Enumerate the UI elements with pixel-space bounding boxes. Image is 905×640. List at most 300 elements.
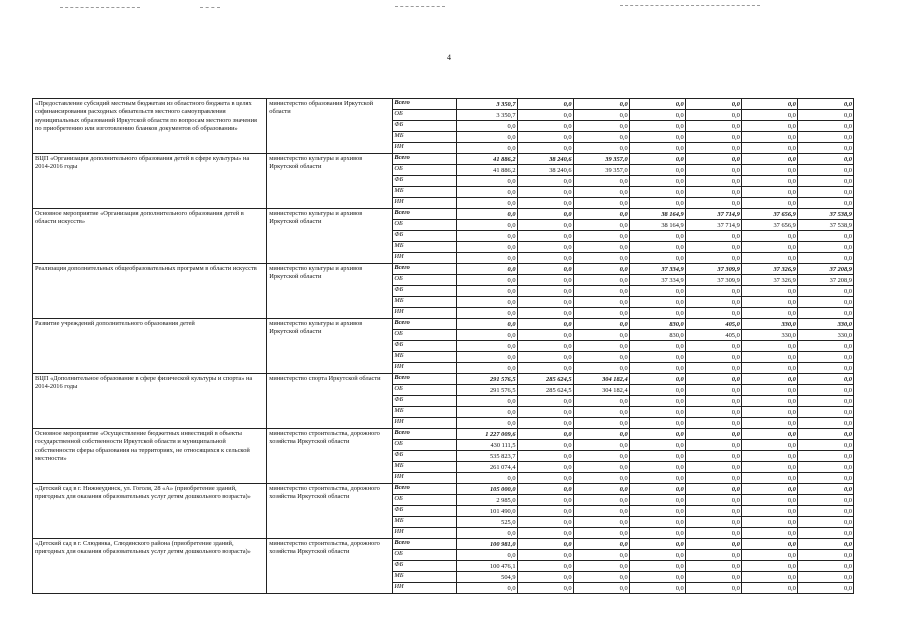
amount-cell: 0,0	[685, 396, 741, 407]
amount-cell: 0,0	[741, 308, 797, 319]
amount-cell: 0,0	[797, 506, 853, 517]
amount-cell: 0,0	[573, 473, 629, 484]
amount-cell: 0,0	[741, 440, 797, 451]
amount-cell: 0,0	[573, 429, 629, 440]
amount-cell: 0,0	[685, 242, 741, 253]
amount-cell: 0,0	[741, 286, 797, 297]
amount-cell: 0,0	[573, 561, 629, 572]
amount-cell: 830,0	[629, 330, 685, 341]
amount-cell: 0,0	[797, 396, 853, 407]
funding-source: ФБ	[393, 341, 457, 352]
funding-source: МБ	[393, 572, 457, 583]
amount-cell: 0,0	[741, 462, 797, 473]
amount-cell: 0,0	[517, 143, 573, 154]
responsible-executor: министерство спорта Иркутской области	[267, 374, 393, 429]
amount-cell: 0,0	[629, 572, 685, 583]
budget-table	[32, 98, 854, 594]
funding-source: МБ	[393, 242, 457, 253]
amount-cell: 0,0	[629, 374, 685, 385]
amount-cell: 0,0	[517, 506, 573, 517]
amount-cell: 0,0	[797, 473, 853, 484]
amount-cell: 39 357,0	[573, 165, 629, 176]
funding-source: ФБ	[393, 121, 457, 132]
amount-cell: 0,0	[573, 242, 629, 253]
amount-cell: 0,0	[573, 396, 629, 407]
amount-cell: 0,0	[573, 220, 629, 231]
amount-cell: 0,0	[457, 297, 517, 308]
measure-description: Основное мероприятие «Осуществление бюджетных инвестиций в объекты государственной собственности Иркутской области и муниципальной собственности сферы образования на территориях, не относящихся к сельской местности»	[33, 429, 267, 484]
amount-cell: 0,0	[741, 517, 797, 528]
amount-cell: 0,0	[685, 165, 741, 176]
amount-cell: 0,0	[573, 231, 629, 242]
funding-source: ФБ	[393, 451, 457, 462]
amount-cell: 38 164,9	[629, 209, 685, 220]
amount-cell: 0,0	[457, 176, 517, 187]
amount-cell: 0,0	[685, 297, 741, 308]
amount-cell: 0,0	[629, 429, 685, 440]
amount-cell: 0,0	[457, 363, 517, 374]
amount-cell: 0,0	[517, 231, 573, 242]
funding-source: ИИ	[393, 473, 457, 484]
amount-cell: 0,0	[573, 407, 629, 418]
amount-cell: 37 538,9	[797, 209, 853, 220]
amount-cell: 0,0	[797, 99, 853, 110]
amount-cell: 0,0	[741, 451, 797, 462]
amount-cell: 41 886,2	[457, 165, 517, 176]
amount-cell: 0,0	[797, 286, 853, 297]
amount-cell: 38 240,6	[517, 165, 573, 176]
amount-cell: 0,0	[573, 143, 629, 154]
amount-cell: 0,0	[573, 484, 629, 495]
funding-source: Всего	[393, 539, 457, 550]
measure-description: «Детский сад в г. Нижнеудинск, ул. Гоголя, 28 «А» (приобретение зданий, пригодных для оказания образовательных услуг детям дошкольного возраста)»	[33, 484, 267, 539]
amount-cell: 0,0	[573, 286, 629, 297]
funding-source: МБ	[393, 352, 457, 363]
amount-cell: 0,0	[741, 484, 797, 495]
responsible-executor: министерство строительства, дорожного хозяйства Иркутской области	[267, 539, 393, 594]
amount-cell: 0,0	[573, 264, 629, 275]
amount-cell: 0,0	[457, 473, 517, 484]
amount-cell: 0,0	[741, 418, 797, 429]
funding-source: ИИ	[393, 363, 457, 374]
amount-cell: 0,0	[517, 110, 573, 121]
amount-cell: 0,0	[685, 231, 741, 242]
responsible-executor: министерство культуры и архивов Иркутской области	[267, 319, 393, 374]
amount-cell: 0,0	[573, 506, 629, 517]
funding-source: ОБ	[393, 220, 457, 231]
amount-cell: 0,0	[457, 286, 517, 297]
amount-cell: 0,0	[517, 308, 573, 319]
amount-cell: 0,0	[685, 154, 741, 165]
amount-cell: 0,0	[685, 286, 741, 297]
amount-cell: 0,0	[457, 121, 517, 132]
amount-cell: 0,0	[517, 539, 573, 550]
amount-cell: 0,0	[685, 550, 741, 561]
amount-cell: 0,0	[517, 121, 573, 132]
amount-cell: 0,0	[685, 198, 741, 209]
amount-cell: 0,0	[573, 539, 629, 550]
amount-cell: 0,0	[797, 572, 853, 583]
amount-cell: 0,0	[573, 209, 629, 220]
amount-cell: 0,0	[629, 407, 685, 418]
funding-source: ОБ	[393, 110, 457, 121]
responsible-executor: министерство строительства, дорожного хозяйства Иркутской области	[267, 484, 393, 539]
amount-cell: 0,0	[685, 121, 741, 132]
amount-cell: 0,0	[629, 176, 685, 187]
funding-source: ИИ	[393, 418, 457, 429]
amount-cell: 0,0	[741, 385, 797, 396]
amount-cell: 37 538,9	[797, 220, 853, 231]
amount-cell: 0,0	[629, 297, 685, 308]
amount-cell: 37 208,9	[797, 264, 853, 275]
page-number: 4	[447, 53, 451, 62]
amount-cell: 0,0	[573, 451, 629, 462]
amount-cell: 0,0	[629, 341, 685, 352]
amount-cell: 0,0	[517, 132, 573, 143]
amount-cell: 0,0	[517, 319, 573, 330]
amount-cell: 0,0	[517, 275, 573, 286]
amount-cell: 0,0	[573, 495, 629, 506]
amount-cell: 105 000,0	[457, 484, 517, 495]
amount-cell: 504,9	[457, 572, 517, 583]
table-row	[33, 539, 854, 550]
amount-cell: 0,0	[797, 407, 853, 418]
amount-cell: 37 334,9	[629, 264, 685, 275]
amount-cell: 304 182,4	[573, 385, 629, 396]
amount-cell: 0,0	[741, 341, 797, 352]
amount-cell: 0,0	[629, 495, 685, 506]
funding-source: Всего	[393, 154, 457, 165]
amount-cell: 0,0	[741, 253, 797, 264]
amount-cell: 0,0	[629, 484, 685, 495]
amount-cell: 0,0	[741, 187, 797, 198]
measure-description: «Предоставление субсидий местным бюджетам из областного бюджета в целях софинансирования расходных обязательств местного самоуправления муниципальных образований Иркутской области по вопросам местного значения по приобретению или изготовлению бланков документов об образовании»	[33, 99, 267, 154]
amount-cell: 0,0	[685, 308, 741, 319]
amount-cell: 0,0	[797, 110, 853, 121]
amount-cell: 0,0	[457, 583, 517, 594]
amount-cell: 0,0	[797, 451, 853, 462]
amount-cell: 0,0	[517, 517, 573, 528]
funding-source: ОБ	[393, 550, 457, 561]
amount-cell: 0,0	[685, 253, 741, 264]
amount-cell: 0,0	[573, 330, 629, 341]
amount-cell: 0,0	[573, 341, 629, 352]
amount-cell: 0,0	[685, 374, 741, 385]
amount-cell: 0,0	[457, 407, 517, 418]
amount-cell: 0,0	[685, 462, 741, 473]
amount-cell: 0,0	[797, 297, 853, 308]
amount-cell: 0,0	[685, 385, 741, 396]
amount-cell: 0,0	[573, 462, 629, 473]
table-row	[33, 264, 854, 275]
amount-cell: 0,0	[797, 308, 853, 319]
amount-cell: 0,0	[573, 187, 629, 198]
amount-cell: 0,0	[573, 583, 629, 594]
amount-cell: 41 886,2	[457, 154, 517, 165]
amount-cell: 0,0	[457, 308, 517, 319]
amount-cell: 0,0	[457, 198, 517, 209]
responsible-executor: министерство культуры и архивов Иркутской области	[267, 264, 393, 319]
amount-cell: 39 357,0	[573, 154, 629, 165]
amount-cell: 0,0	[457, 132, 517, 143]
amount-cell: 0,0	[797, 583, 853, 594]
amount-cell: 0,0	[629, 143, 685, 154]
amount-cell: 0,0	[797, 165, 853, 176]
funding-source: ИИ	[393, 143, 457, 154]
amount-cell: 0,0	[629, 396, 685, 407]
amount-cell: 0,0	[741, 110, 797, 121]
amount-cell: 0,0	[685, 473, 741, 484]
amount-cell: 0,0	[629, 550, 685, 561]
amount-cell: 0,0	[685, 539, 741, 550]
amount-cell: 525,0	[457, 517, 517, 528]
amount-cell: 37 714,9	[685, 209, 741, 220]
amount-cell: 0,0	[573, 440, 629, 451]
amount-cell: 0,0	[517, 286, 573, 297]
amount-cell: 0,0	[741, 363, 797, 374]
amount-cell: 37 656,9	[741, 220, 797, 231]
amount-cell: 0,0	[741, 231, 797, 242]
amount-cell: 291 576,5	[457, 385, 517, 396]
amount-cell: 0,0	[741, 198, 797, 209]
amount-cell: 0,0	[741, 176, 797, 187]
amount-cell: 0,0	[685, 352, 741, 363]
amount-cell: 0,0	[517, 429, 573, 440]
amount-cell: 0,0	[629, 308, 685, 319]
amount-cell: 0,0	[517, 495, 573, 506]
funding-source: Всего	[393, 99, 457, 110]
amount-cell: 0,0	[517, 550, 573, 561]
funding-source: МБ	[393, 132, 457, 143]
amount-cell: 100 476,1	[457, 561, 517, 572]
amount-cell: 0,0	[517, 330, 573, 341]
funding-source: ИИ	[393, 308, 457, 319]
amount-cell: 0,0	[741, 143, 797, 154]
table-row	[33, 429, 854, 440]
amount-cell: 2 985,0	[457, 495, 517, 506]
amount-cell: 0,0	[741, 506, 797, 517]
measure-description: Развитие учреждений дополнительного образования детей	[33, 319, 267, 374]
responsible-executor: министерство строительства, дорожного хозяйства Иркутской области	[267, 429, 393, 484]
amount-cell: 0,0	[685, 429, 741, 440]
funding-source: МБ	[393, 297, 457, 308]
amount-cell: 0,0	[517, 561, 573, 572]
amount-cell: 0,0	[797, 462, 853, 473]
funding-source: ОБ	[393, 495, 457, 506]
amount-cell: 0,0	[629, 99, 685, 110]
amount-cell: 0,0	[629, 539, 685, 550]
funding-source: ИИ	[393, 253, 457, 264]
amount-cell: 0,0	[797, 418, 853, 429]
measure-description: Реализация дополнительных общеобразовательных программ в области искусств	[33, 264, 267, 319]
amount-cell: 0,0	[797, 242, 853, 253]
amount-cell: 0,0	[685, 440, 741, 451]
amount-cell: 0,0	[517, 187, 573, 198]
funding-source: ОБ	[393, 330, 457, 341]
amount-cell: 0,0	[517, 396, 573, 407]
amount-cell: 0,0	[629, 528, 685, 539]
amount-cell: 0,0	[573, 198, 629, 209]
amount-cell: 0,0	[629, 110, 685, 121]
funding-source: МБ	[393, 187, 457, 198]
amount-cell: 0,0	[457, 352, 517, 363]
amount-cell: 0,0	[629, 286, 685, 297]
amount-cell: 405,0	[685, 319, 741, 330]
amount-cell: 0,0	[797, 341, 853, 352]
amount-cell: 0,0	[797, 484, 853, 495]
funding-source: ФБ	[393, 176, 457, 187]
amount-cell: 0,0	[573, 275, 629, 286]
amount-cell: 0,0	[573, 363, 629, 374]
funding-source: ОБ	[393, 385, 457, 396]
amount-cell: 0,0	[685, 583, 741, 594]
amount-cell: 0,0	[573, 319, 629, 330]
amount-cell: 0,0	[685, 132, 741, 143]
amount-cell: 0,0	[457, 231, 517, 242]
amount-cell: 0,0	[573, 517, 629, 528]
amount-cell: 0,0	[573, 572, 629, 583]
amount-cell: 0,0	[457, 528, 517, 539]
amount-cell: 0,0	[797, 253, 853, 264]
amount-cell: 0,0	[457, 143, 517, 154]
amount-cell: 37 309,9	[685, 264, 741, 275]
amount-cell: 0,0	[797, 517, 853, 528]
amount-cell: 0,0	[573, 418, 629, 429]
amount-cell: 285 624,5	[517, 385, 573, 396]
amount-cell: 535 823,7	[457, 451, 517, 462]
amount-cell: 0,0	[685, 484, 741, 495]
amount-cell: 0,0	[629, 385, 685, 396]
amount-cell: 0,0	[797, 121, 853, 132]
funding-source: МБ	[393, 517, 457, 528]
amount-cell: 0,0	[685, 363, 741, 374]
amount-cell: 0,0	[685, 561, 741, 572]
amount-cell: 0,0	[517, 176, 573, 187]
amount-cell: 0,0	[685, 506, 741, 517]
responsible-executor: министерство образования Иркутской области	[267, 99, 393, 154]
amount-cell: 0,0	[741, 154, 797, 165]
table-body	[33, 99, 854, 594]
amount-cell: 0,0	[741, 374, 797, 385]
amount-cell: 0,0	[685, 517, 741, 528]
amount-cell: 0,0	[517, 440, 573, 451]
amount-cell: 0,0	[797, 187, 853, 198]
amount-cell: 0,0	[573, 253, 629, 264]
amount-cell: 0,0	[797, 374, 853, 385]
amount-cell: 0,0	[457, 341, 517, 352]
amount-cell: 0,0	[797, 550, 853, 561]
amount-cell: 0,0	[685, 176, 741, 187]
amount-cell: 0,0	[457, 242, 517, 253]
amount-cell: 0,0	[573, 176, 629, 187]
amount-cell: 0,0	[457, 396, 517, 407]
amount-cell: 0,0	[797, 198, 853, 209]
amount-cell: 0,0	[797, 154, 853, 165]
funding-source: ФБ	[393, 506, 457, 517]
amount-cell: 38 240,6	[517, 154, 573, 165]
amount-cell: 0,0	[629, 440, 685, 451]
amount-cell: 0,0	[741, 242, 797, 253]
amount-cell: 0,0	[457, 253, 517, 264]
funding-source: ФБ	[393, 231, 457, 242]
amount-cell: 304 182,4	[573, 374, 629, 385]
amount-cell: 37 656,9	[741, 209, 797, 220]
amount-cell: 0,0	[629, 231, 685, 242]
amount-cell: 0,0	[517, 209, 573, 220]
amount-cell: 0,0	[685, 495, 741, 506]
amount-cell: 0,0	[517, 407, 573, 418]
amount-cell: 0,0	[741, 561, 797, 572]
amount-cell: 0,0	[457, 209, 517, 220]
amount-cell: 0,0	[797, 385, 853, 396]
scan-artifact-line	[395, 6, 445, 7]
amount-cell: 0,0	[797, 561, 853, 572]
amount-cell: 0,0	[685, 187, 741, 198]
amount-cell: 0,0	[685, 341, 741, 352]
amount-cell: 0,0	[629, 363, 685, 374]
amount-cell: 37 714,9	[685, 220, 741, 231]
measure-description: ВЦП «Организация дополнительного образования детей в сфере культуры» на 2014-2016 годы	[33, 154, 267, 209]
amount-cell: 0,0	[629, 462, 685, 473]
funding-source: Всего	[393, 484, 457, 495]
measure-description: Основное мероприятие «Организация дополнительного образования детей в области искусств»	[33, 209, 267, 264]
amount-cell: 101 490,0	[457, 506, 517, 517]
funding-source: ФБ	[393, 286, 457, 297]
amount-cell: 0,0	[457, 418, 517, 429]
amount-cell: 0,0	[629, 187, 685, 198]
table-row	[33, 209, 854, 220]
amount-cell: 0,0	[457, 550, 517, 561]
table-row	[33, 99, 854, 110]
amount-cell: 0,0	[685, 110, 741, 121]
amount-cell: 0,0	[457, 319, 517, 330]
amount-cell: 0,0	[517, 99, 573, 110]
amount-cell: 0,0	[573, 308, 629, 319]
amount-cell: 0,0	[797, 143, 853, 154]
funding-source: ОБ	[393, 275, 457, 286]
amount-cell: 3 350,7	[457, 110, 517, 121]
amount-cell: 0,0	[517, 220, 573, 231]
amount-cell: 0,0	[517, 242, 573, 253]
funding-source: ИИ	[393, 528, 457, 539]
funding-source: Всего	[393, 429, 457, 440]
amount-cell: 0,0	[573, 99, 629, 110]
table-row	[33, 484, 854, 495]
funding-source: МБ	[393, 462, 457, 473]
amount-cell: 1 227 009,6	[457, 429, 517, 440]
amount-cell: 0,0	[629, 517, 685, 528]
amount-cell: 430 111,5	[457, 440, 517, 451]
amount-cell: 0,0	[629, 242, 685, 253]
amount-cell: 0,0	[573, 121, 629, 132]
table-row	[33, 319, 854, 330]
amount-cell: 0,0	[685, 99, 741, 110]
amount-cell: 0,0	[685, 143, 741, 154]
amount-cell: 0,0	[457, 187, 517, 198]
amount-cell: 0,0	[517, 583, 573, 594]
amount-cell: 0,0	[741, 407, 797, 418]
amount-cell: 0,0	[517, 198, 573, 209]
funding-source: Всего	[393, 209, 457, 220]
amount-cell: 0,0	[573, 528, 629, 539]
amount-cell: 38 164,9	[629, 220, 685, 231]
funding-source: ФБ	[393, 561, 457, 572]
amount-cell: 0,0	[685, 407, 741, 418]
amount-cell: 0,0	[629, 165, 685, 176]
amount-cell: 0,0	[741, 132, 797, 143]
amount-cell: 0,0	[797, 539, 853, 550]
measure-description: «Детский сад в г. Слюдянка, Слюдянского района (приобретение зданий, пригодных для оказания образовательных услуг детям дошкольного возраста)»	[33, 539, 267, 594]
